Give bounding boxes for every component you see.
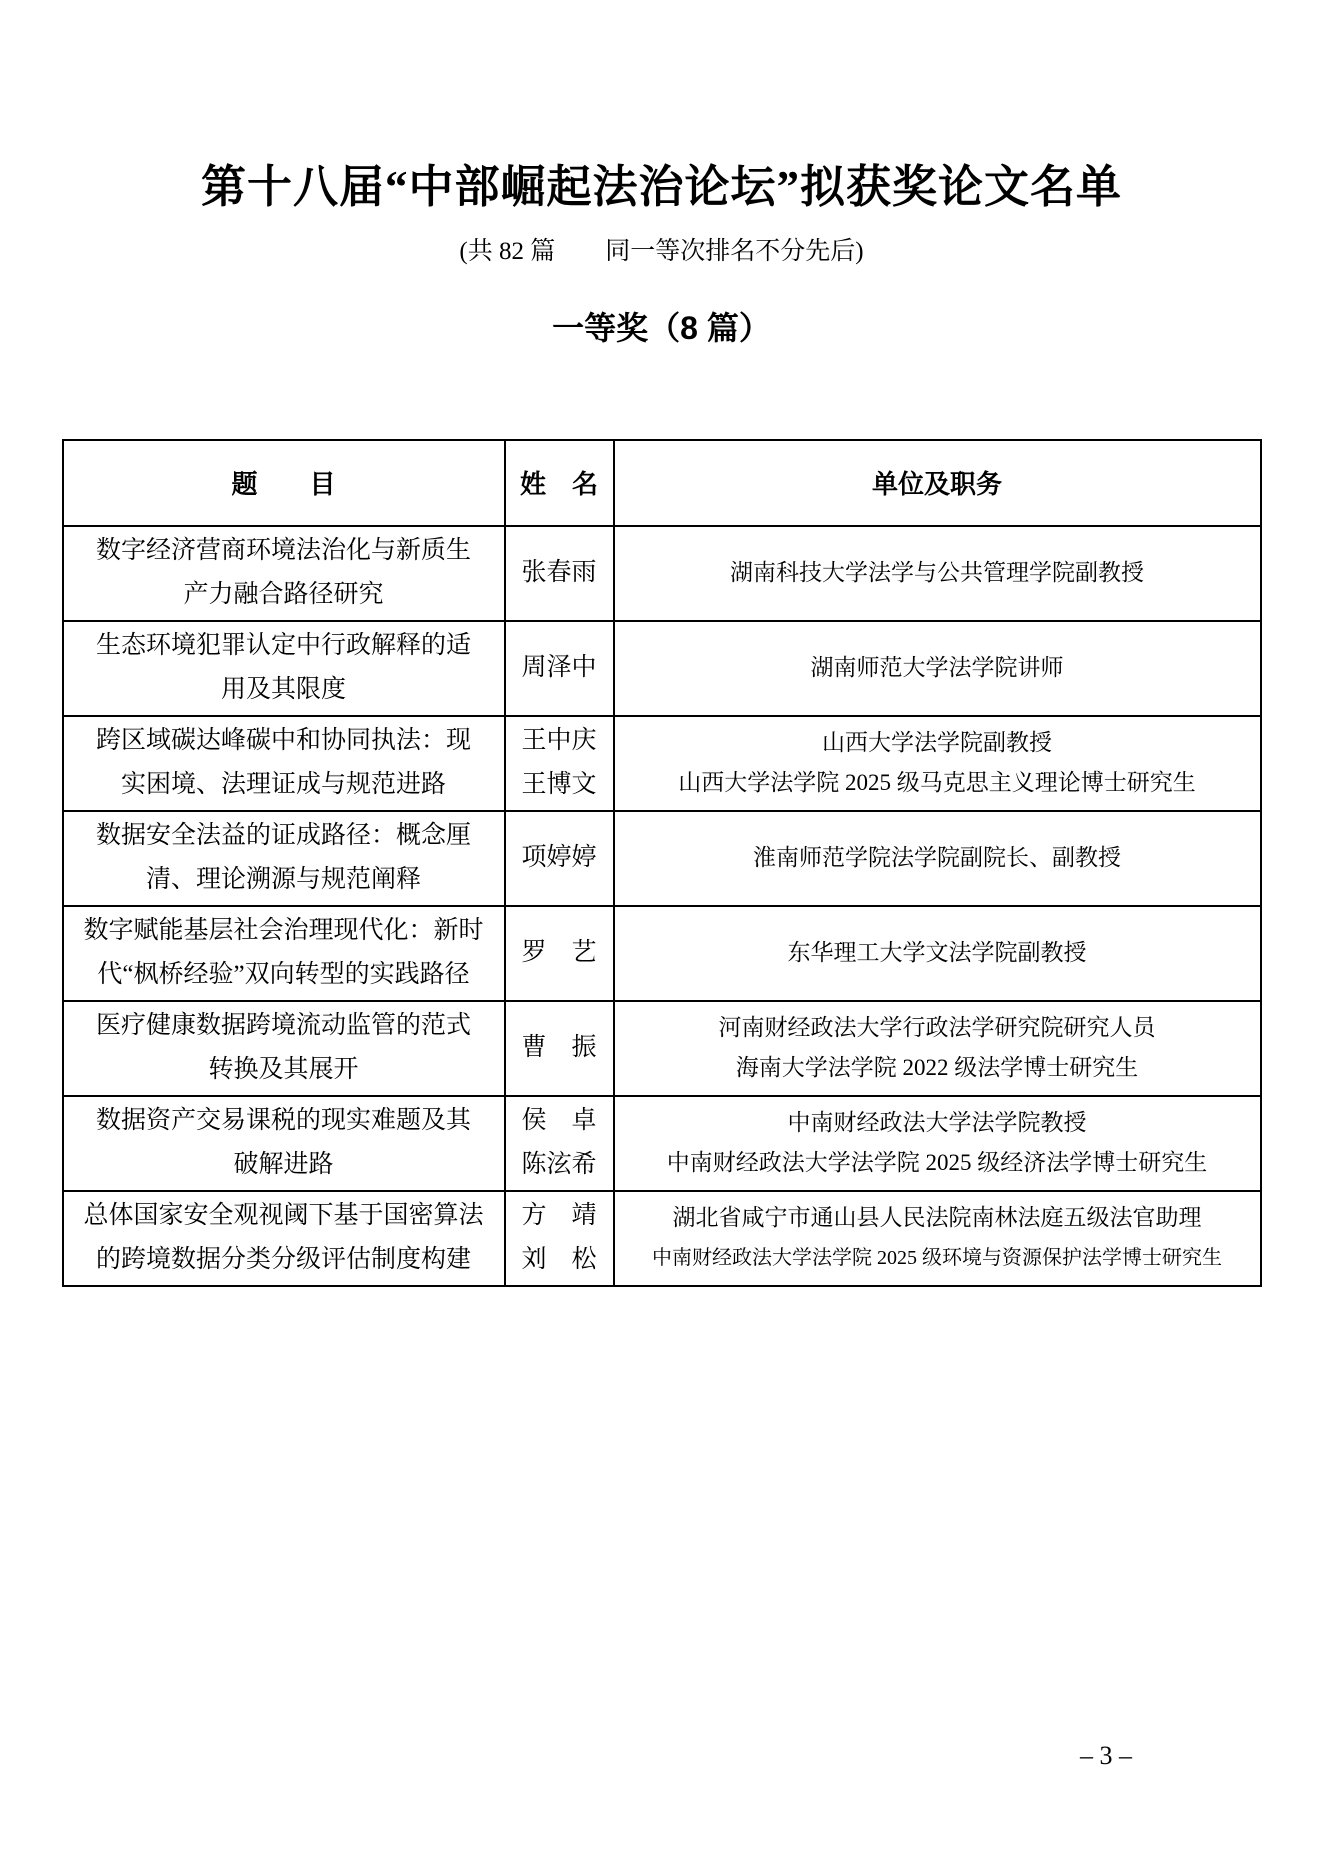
affiliation-line: 中南财经政法大学法学院 2025 级环境与资源保护法学博士研究生 <box>652 1247 1222 1270</box>
author-name-cell <box>505 1001 614 1096</box>
author-name-line: 项婷婷 <box>521 844 597 872</box>
page-number: – 3 – <box>1080 1741 1132 1770</box>
author-name-cell <box>505 906 614 1001</box>
affiliation-line: 中南财经政法大学法学院教授 <box>787 1110 1087 1136</box>
paper-title-cell <box>63 906 505 1001</box>
affiliation-line: 中南财经政法大学法学院 2025 级经济法学博士研究生 <box>666 1150 1208 1176</box>
paper-title-line: 数字赋能基层社会治理现代化：新时 <box>83 917 484 945</box>
paper-title-cell <box>63 811 505 906</box>
paper-title-line: 生态环境犯罪认定中行政解释的适 <box>95 632 471 660</box>
section-heading-first-prize: 一等奖（8 篇） <box>552 309 771 346</box>
author-name-line: 张春雨 <box>521 559 597 587</box>
affiliation-cell <box>614 526 1261 621</box>
author-name-cell <box>505 716 614 811</box>
affiliation-line: 山西大学法学院 2025 级马克思主义理论博士研究生 <box>678 770 1196 796</box>
author-name-cell <box>505 1096 614 1191</box>
affiliation-line: 湖南科技大学法学与公共管理学院副教授 <box>730 560 1144 586</box>
author-name-cell <box>505 621 614 716</box>
affiliation-line: 东华理工大学文法学院副教授 <box>787 940 1087 966</box>
table-row <box>63 1001 1261 1096</box>
author-name-line: 王中庆 <box>521 727 597 755</box>
paper-title-line: 数据安全法益的证成路径：概念厘 <box>95 822 471 850</box>
paper-title-line: 转换及其展开 <box>208 1056 359 1084</box>
affiliation-line: 淮南师范学院法学院副院长、副教授 <box>753 845 1121 871</box>
table-row <box>63 906 1261 1001</box>
paper-title-cell <box>63 621 505 716</box>
table-row <box>63 811 1261 906</box>
author-name-line: 罗 艺 <box>521 939 597 967</box>
table-header-row <box>63 440 1261 526</box>
paper-title-line: 总体国家安全观视阈下基于国密算法 <box>83 1202 484 1230</box>
affiliation-cell <box>614 1001 1261 1096</box>
paper-title-line: 清、理论溯源与规范阐释 <box>145 866 421 894</box>
paper-title-line: 数据资产交易课税的现实难题及其 <box>95 1107 471 1135</box>
paper-title-cell <box>63 1191 505 1286</box>
paper-title-line: 破解进路 <box>233 1151 334 1179</box>
document-subtitle: (共 82 篇 同一等次排名不分先后) <box>459 238 864 265</box>
table-row <box>63 716 1261 811</box>
affiliation-line: 湖南师范大学法学院讲师 <box>810 655 1064 681</box>
affiliation-line: 河南财经政法大学行政法学研究院研究人员 <box>718 1015 1156 1041</box>
affiliation-cell <box>614 716 1261 811</box>
affiliation-line: 山西大学法学院副教授 <box>822 730 1052 756</box>
affiliation-cell <box>614 1096 1261 1191</box>
affiliation-cell <box>614 621 1261 716</box>
affiliation-cell <box>614 1191 1261 1286</box>
column-header-unit: 单位及职务 <box>614 440 1261 526</box>
award-papers-table <box>62 439 1262 1287</box>
author-name-cell <box>505 526 614 621</box>
affiliation-cell <box>614 811 1261 906</box>
paper-title-line: 数字经济营商环境法治化与新质生 <box>95 537 471 565</box>
column-header-name: 姓 名 <box>505 440 614 526</box>
paper-title-cell <box>63 1096 505 1191</box>
document-title: 第十八届“中部崛起法治论坛”拟获奖论文名单 <box>200 162 1122 212</box>
affiliation-cell <box>614 906 1261 1001</box>
paper-title-line: 的跨境数据分类分级评估制度构建 <box>95 1246 471 1274</box>
author-name-line: 刘 松 <box>521 1246 597 1274</box>
paper-title-cell <box>63 526 505 621</box>
paper-title-line: 跨区域碳达峰碳中和协同执法：现 <box>95 727 471 755</box>
affiliation-line: 湖北省咸宁市通山县人民法院南林法庭五级法官助理 <box>672 1205 1202 1231</box>
paper-title-line: 实困境、法理证成与规范进路 <box>120 771 446 799</box>
paper-title-line: 代“枫桥经验”双向转型的实践路径 <box>97 961 470 989</box>
paper-title-line: 用及其限度 <box>220 676 346 704</box>
affiliation-line: 海南大学法学院 2022 级法学博士研究生 <box>735 1055 1139 1081</box>
author-name-line: 方 靖 <box>521 1202 597 1230</box>
table-row <box>63 1096 1261 1191</box>
column-header-title: 题 目 <box>63 440 505 526</box>
table-row <box>63 1191 1261 1286</box>
author-name-line: 王博文 <box>521 771 597 799</box>
author-name-cell <box>505 811 614 906</box>
paper-title-line: 产力融合路径研究 <box>183 581 384 609</box>
author-name-cell <box>505 1191 614 1286</box>
author-name-line: 周泽中 <box>521 654 597 682</box>
author-name-line: 侯 卓 <box>521 1107 597 1135</box>
table-row <box>63 526 1261 621</box>
paper-title-line: 医疗健康数据跨境流动监管的范式 <box>95 1012 471 1040</box>
paper-title-cell <box>63 716 505 811</box>
author-name-line: 曹 振 <box>521 1034 597 1062</box>
author-name-line: 陈泫希 <box>521 1151 597 1179</box>
table-row <box>63 621 1261 716</box>
paper-title-cell <box>63 1001 505 1096</box>
